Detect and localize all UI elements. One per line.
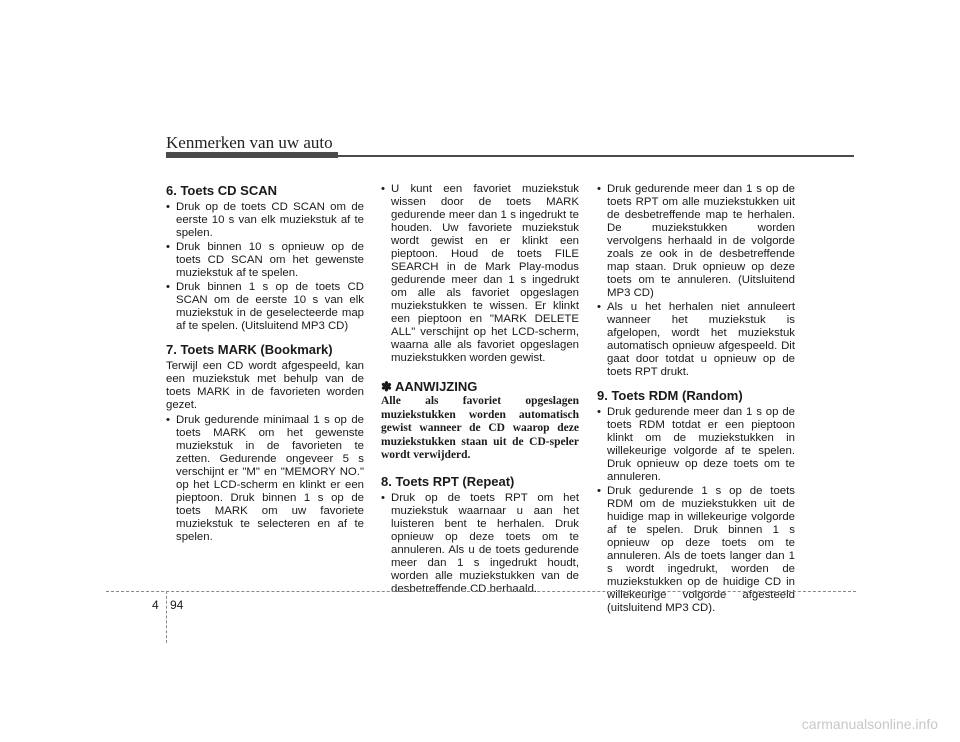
list-item: • Druk binnen 10 s opnieuw op de toets CD SCAN om het gewenste muziekstuk af te spelen.	[166, 241, 364, 280]
section-7-list	[166, 414, 364, 544]
section-7-list-cont	[381, 183, 579, 365]
list-item: • Druk gedurende minimaal 1 s op de toets MARK om het gewenste muziekstuk in de favorieten te zetten. Gedurende ongeveer 5 s verschijnt er "M" en "MEMORY NO." op het LCD-scherm en klinkt er een pieptoon. Druk binnen 1 s op de toets MARK om uw favoriete muziekstuk te selecteren en af te spelen.	[166, 414, 364, 544]
section-8-list-cont	[597, 183, 795, 379]
chapter-number: 4	[152, 598, 159, 612]
footer-divider	[106, 591, 856, 592]
footer-vertical-divider	[166, 591, 167, 643]
section-6-list	[166, 201, 364, 333]
section-8-title: 8. Toets RPT (Repeat)	[381, 473, 515, 489]
section-9-list	[597, 406, 795, 615]
header-rule-thin	[338, 155, 854, 157]
list-item: • Druk binnen 1 s op de toets CD SCAN om de eerste 10 s van elk muziekstuk in de geselecteerde map af te spelen. (Uitsluitend MP3 CD)	[166, 281, 364, 333]
column-2	[381, 183, 579, 605]
list-item: • Als u het herhalen niet annuleert wanneer het muziekstuk is afgelopen, wordt het muziekstuk automatisch opnieuw afgespeeld. Dit gaat door totdat u opnieuw op de toets RPT drukt.	[597, 301, 795, 379]
list-item: • Druk op de toets RPT om het muziekstuk waarnaar u aan het luisteren bent te herhalen. Druk opnieuw op deze toets om te annuleren. Als u de toets gedurende meer dan 1 s ingedrukt houdt, worden alle muziekstukken van de desbetreffende CD herhaald.	[381, 492, 579, 596]
section-7-title: 7. Toets MARK (Bookmark)	[166, 342, 333, 357]
section-7-intro: Terwijl een CD wordt afgespeeld, kan een muziekstuk met behulp van de toets MARK in de favorieten worden gezet.	[166, 360, 364, 411]
column-1	[166, 183, 364, 553]
header-rule-thick	[166, 152, 338, 158]
section-9-title: 9. Toets RDM (Random)	[597, 388, 743, 403]
note-body: Alle als favoriet opgeslagen muziekstukken worden automatisch gewist wanneer de CD waarop deze muziekstukken staan uit de CD-speler wordt verwijderd.	[381, 395, 579, 461]
list-item: • Druk gedurende 1 s op de toets RDM om de muziekstukken uit de huidige map in willekeurige volgorde af te spelen. Druk binnen 1 s opnieuw op deze toets om te annuleren. Als de toets langer dan 1 s wordt ingedrukt, worden de muziekstukken op de huidige CD in willekeurige volgorde afgesteeld (uitsluitend MP3 CD).	[597, 485, 795, 615]
list-item: • Druk gedurende meer dan 1 s op de toets RDM totdat er een pieptoon klinkt om de muziekstukken in willekeurige volgorde af te spelen. Druk opnieuw op deze toets om te annuleren.	[597, 406, 795, 484]
list-item: • Druk gedurende meer dan 1 s op de toets RPT om alle muziekstukken uit de desbetreffende map te herhalen. De muziekstukken worden vervolgens herhaald in de volgorde zoals ze ook in de desbetreffende map staan. Druk opnieuw op deze toets om te annuleren. (Uitsluitend MP3 CD)	[597, 183, 795, 300]
header-title: Kenmerken van uw auto	[166, 133, 333, 152]
watermark: carmanualsonline.info	[801, 716, 938, 732]
list-item: • Druk op de toets CD SCAN om de eerste 10 s van elk muziekstuk af te spelen.	[166, 201, 364, 240]
column-3	[597, 183, 795, 624]
section-6-title: 6. Toets CD SCAN	[166, 183, 277, 198]
section-8-list	[381, 492, 579, 596]
note-title: ✽ AANWIJZING	[381, 379, 478, 394]
page-number: 94	[170, 598, 184, 612]
list-item: • U kunt een favoriet muziekstuk wissen door de toets MARK gedurende meer dan 1 s ingedrukt te houden. Uw favoriete muziekstuk wordt gewist en er klinkt een pieptoon. Houd de toets FILE SEARCH in de Mark Play-modus gedurende meer dan 1 s ingedrukt om alle als favoriet opgeslagen muziekstukken te wissen. Er klinkt een pieptoon en "MARK DELETE ALL" verschijnt op het LCD-scherm, waarna alle als favoriet opgeslagen muziekstukken worden gewist.	[381, 183, 579, 365]
